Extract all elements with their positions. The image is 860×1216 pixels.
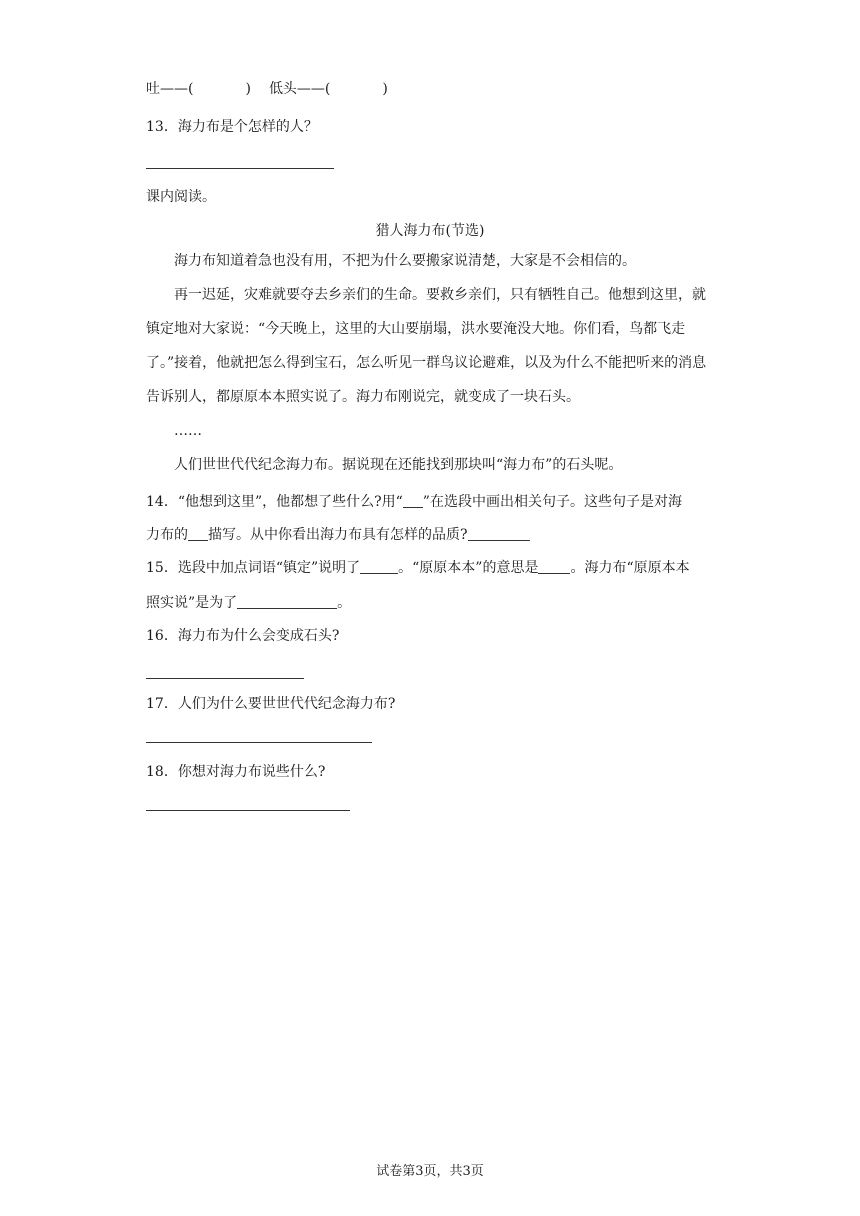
question-16: 16．海力布为什么会变成石头?: [146, 628, 340, 644]
q15-blank-purpose[interactable]: [237, 594, 337, 609]
passage-paragraph-1: 海力布知道着急也没有用，不把为什么要搬家说清楚，大家是不会相信的。: [174, 253, 636, 269]
q15-blank-meaning[interactable]: [538, 559, 570, 574]
q14-text-b: ”在选段中画出相关句子。这些句子是对海: [422, 494, 682, 510]
q15-text-e: 。: [337, 595, 352, 611]
q14-blank-mark[interactable]: [403, 493, 423, 508]
passage-title: 猎人海力布(节选): [375, 223, 485, 239]
q15-text-b: 。“原原本本”的意思是: [398, 560, 539, 576]
q12-word1: 吐——(: [146, 81, 194, 97]
q14-text-c: 力布的: [146, 527, 188, 543]
q12-word2: 低头——(: [268, 81, 331, 97]
q15-text-c: 。海力布“原原本本: [570, 560, 690, 576]
question-18: 18．你想对海力布说些什么?: [146, 764, 326, 780]
q15-text-d: 照实说”是为了: [146, 595, 238, 611]
q15-blank-zhending[interactable]: [360, 559, 398, 574]
page-footer: 试卷第3页，共3页: [376, 1164, 484, 1179]
question-15-line-2: [146, 592, 351, 612]
q14-text-d: 描写。从中你看出海力布具有怎样的品质?: [208, 527, 468, 543]
question-13: 13．海力布是个怎样的人？: [146, 119, 318, 135]
q16-answer-line[interactable]: [146, 678, 304, 679]
passage-paragraph-2: 再一迟延，灾难就要夺去乡亲们的生命。要救乡亲们，只有牺牲自己。他想到这里，就镇定地对大家说：“今天晚上，这里的大山要崩塌，洪水要淹没大地。你们看，鸟都飞走了。”接着，他就把怎么得到宝石，怎么听见一群鸟议论避难，以及为什么不能把听来的消息告诉别人，都原原本本照实说了。海力布刚说完，就变成了一块石头。: [146, 287, 707, 405]
question-14-line-2: [146, 524, 530, 544]
q14-blank-quality[interactable]: [468, 526, 530, 541]
q15-text-a: 15．选段中加点词语“镇定”说明了: [146, 560, 361, 576]
question-17: 17．人们为什么要世世代代纪念海力布?: [146, 696, 396, 712]
question-14-line-1: [146, 491, 682, 511]
q12-close1: ): [245, 81, 251, 97]
question-15-line-1: [146, 557, 690, 577]
passage-paragraph-3: 人们世世代代纪念海力布。据说现在还能找到那块叫“海力布”的石头呢。: [174, 457, 623, 473]
q13-answer-line[interactable]: [146, 168, 334, 169]
passage-body: [146, 244, 716, 482]
q12-answer-line: [146, 78, 388, 98]
q12-close2: ): [382, 81, 388, 97]
q17-answer-line[interactable]: [146, 742, 372, 743]
q14-blank-description[interactable]: [188, 526, 208, 541]
q18-answer-line[interactable]: [146, 810, 350, 811]
section-label: 课内阅读。: [146, 189, 216, 205]
q14-text-a: 14．“他想到这里”，他都想了些什么?用“: [146, 494, 403, 510]
passage-ellipsis: ……: [174, 423, 202, 439]
